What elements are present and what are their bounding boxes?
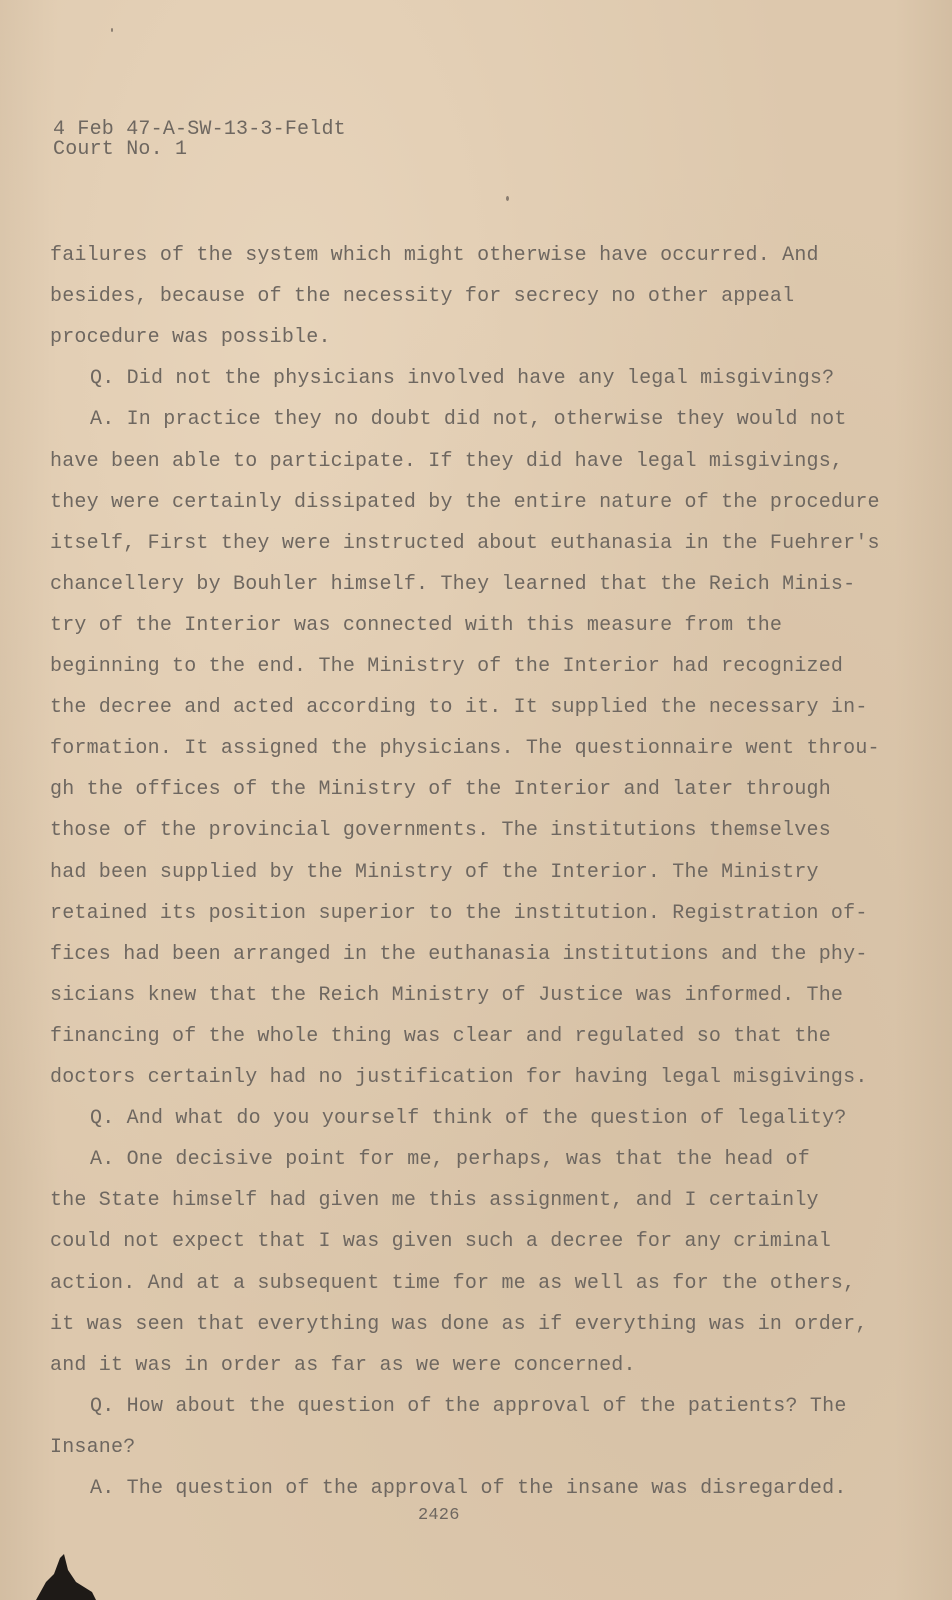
body-line: try of the Interior was connected with this measure from the: [50, 614, 783, 637]
body-line: doctors certainly had no justification for having legal misgivings.: [50, 1066, 868, 1089]
body-line: chancellery by Bouhler himself. They learned that the Reich Minis-: [50, 573, 856, 596]
body-line: they were certainly dissipated by the entire nature of the procedure: [50, 491, 880, 514]
body-line: Q. How about the question of the approval of the patients? The: [90, 1395, 847, 1418]
body-line: A. One decisive point for me, perhaps, was that the head of: [90, 1148, 810, 1171]
torn-corner-mark: [36, 1552, 96, 1600]
body-line: financing of the whole thing was clear and regulated so that the: [50, 1025, 831, 1048]
body-line: beginning to the end. The Ministry of the Interior had recognized: [50, 655, 844, 678]
body-line: A. In practice they no doubt did not, otherwise they would not: [90, 408, 847, 431]
paper-speck: [111, 28, 113, 32]
body-line: Insane?: [50, 1436, 136, 1459]
body-line: have been able to participate. If they did have legal misgivings,: [50, 450, 844, 473]
body-line: failures of the system which might otherwise have occurred. And: [50, 244, 819, 267]
body-line: the decree and acted according to it. It supplied the necessary in-: [50, 696, 868, 719]
body-line: those of the provincial governments. The institutions themselves: [50, 819, 831, 842]
header-court: Court No. 1: [53, 138, 188, 161]
body-line: A. The question of the approval of the insane was disregarded.: [90, 1477, 847, 1500]
body-line: could not expect that I was given such a decree for any criminal: [50, 1230, 831, 1253]
body-line: and it was in order as far as we were concerned.: [50, 1354, 636, 1377]
body-line: formation. It assigned the physicians. The questionnaire went throu-: [50, 737, 880, 760]
body-line: it was seen that everything was done as if everything was in order,: [50, 1313, 868, 1336]
body-line: had been supplied by the Ministry of the Interior. The Ministry: [50, 861, 819, 884]
body-line: itself, First they were instructed about euthanasia in the Fuehrer's: [50, 532, 880, 555]
body-line: gh the offices of the Ministry of the Interior and later through: [50, 778, 831, 801]
paper-speck: [506, 196, 509, 201]
body-line: the State himself had given me this assignment, and I certainly: [50, 1189, 819, 1212]
body-line: sicians knew that the Reich Ministry of Justice was informed. The: [50, 984, 844, 1007]
body-line: Q. And what do you yourself think of the question of legality?: [90, 1107, 847, 1130]
body-line: fices had been arranged in the euthanasia institutions and the phy-: [50, 943, 868, 966]
body-line: procedure was possible.: [50, 326, 331, 349]
body-line: besides, because of the necessity for secrecy no other appeal: [50, 285, 795, 308]
page-number: 2426: [418, 1506, 460, 1525]
body-line: retained its position superior to the institution. Registration of-: [50, 902, 868, 925]
header-reference: 4 Feb 47-A-SW-13-3-Feldt: [53, 118, 346, 141]
body-line: action. And at a subsequent time for me as well as for the others,: [50, 1272, 856, 1295]
body-line: Q. Did not the physicians involved have any legal misgivings?: [90, 367, 835, 390]
